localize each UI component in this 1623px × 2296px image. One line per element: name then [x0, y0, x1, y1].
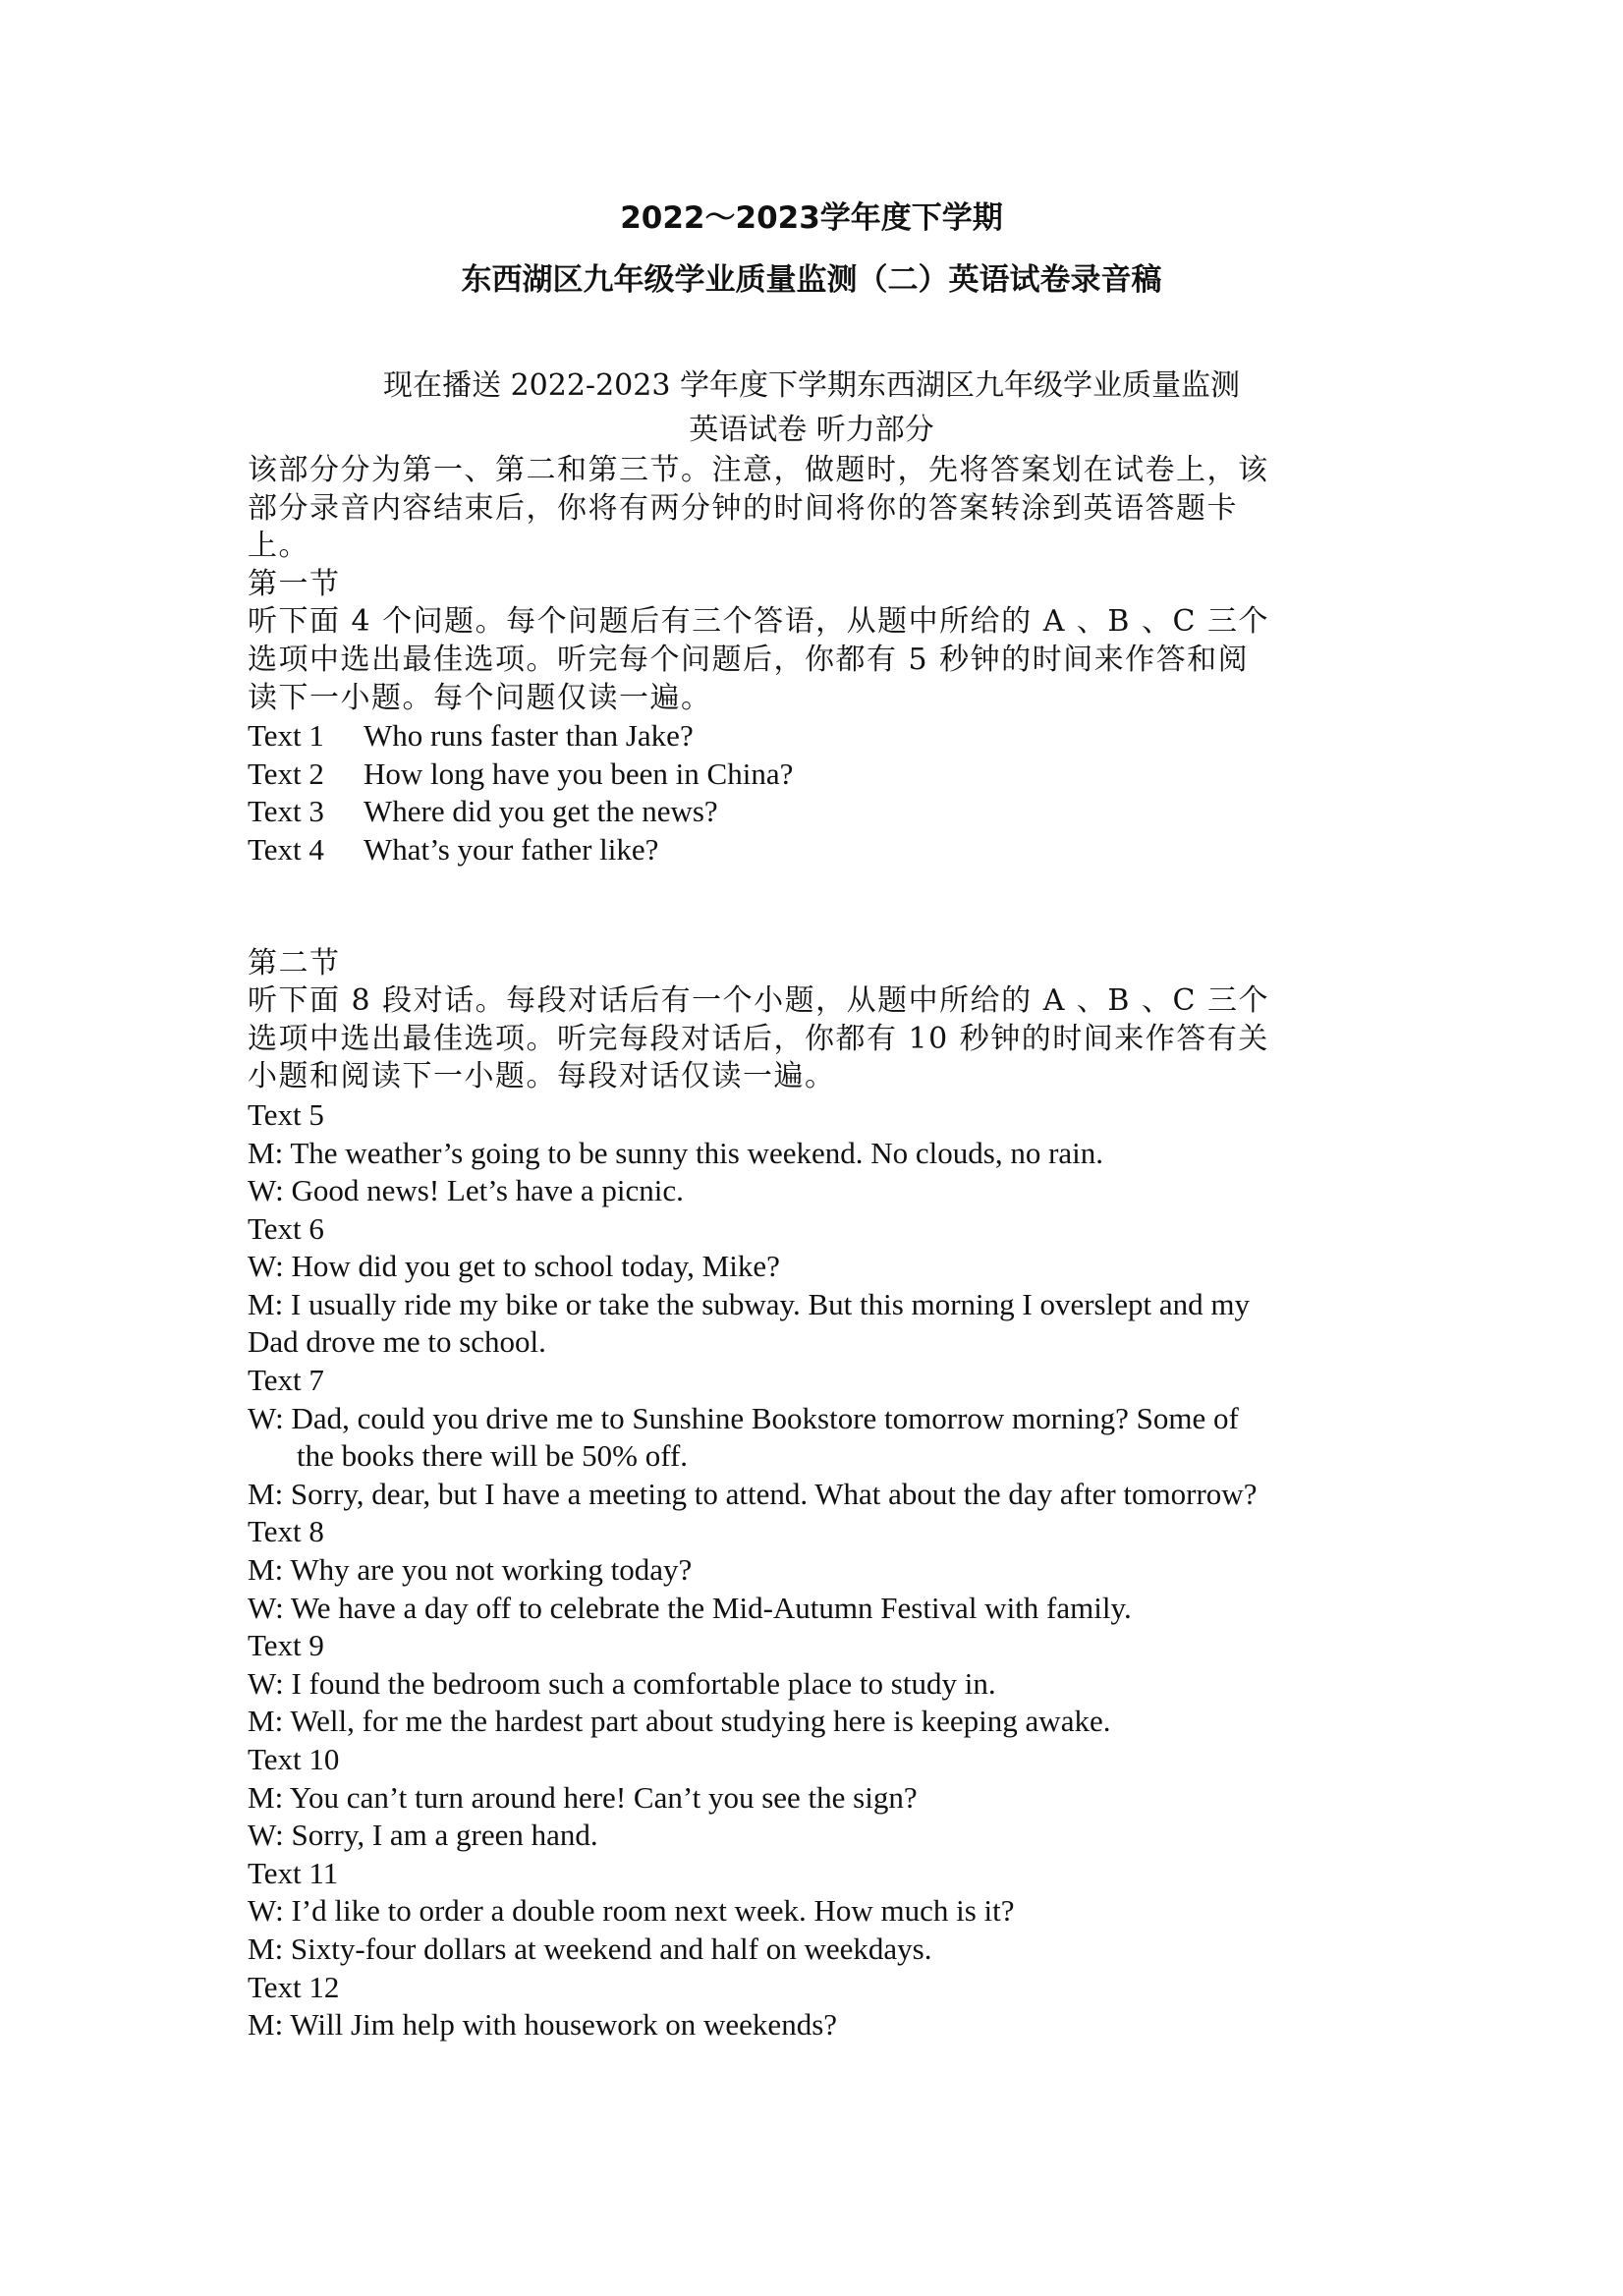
document-title-year: 2022～2023学年度下学期	[620, 200, 1003, 236]
section-heading: 第二节	[248, 945, 341, 980]
question-label: Text 2	[248, 756, 324, 791]
intro-paragraph	[248, 452, 1387, 566]
dialogue-line: the books there will be 50% off.	[297, 1438, 689, 1474]
question-item	[248, 756, 1387, 794]
section-spacer	[248, 869, 1387, 945]
dialogue-line: M: Sixty-four dollars at weekend and half on weekdays.	[248, 1931, 932, 1966]
dialogue-label: Text 10	[248, 1742, 340, 1776]
dialogue-label: Text 6	[248, 1210, 324, 1246]
dialogue-line: M: I usually ride my bike or take the subway. But this morning I overslept and my	[248, 1286, 1250, 1321]
dialogue-line: M: You can’t turn around here! Can’t you see the sign?	[248, 1779, 918, 1815]
question-text: How long have you been in China?	[364, 756, 794, 791]
question-item	[248, 717, 1387, 756]
question-text: Who runs faster than Jake?	[364, 718, 694, 754]
dialogue-line: M: Why are you not working today?	[248, 1552, 693, 1588]
dialogue-label: Text 9	[248, 1628, 324, 1663]
section-instruction-line: 小题和阅读下一小题。每段对话仅读一遍。	[248, 1059, 836, 1094]
intro-line: 部分录音内容结束后，你将有两分钟的时间将你的答案转涂到英语答题卡	[248, 490, 1238, 526]
section-heading: 第一节	[248, 566, 341, 601]
dialogue-line: M: Well, for me the hardest part about studying here is keeping awake.	[248, 1704, 1111, 1739]
intro-line: 上。	[248, 529, 309, 564]
section-2	[248, 945, 1387, 2044]
dialogue-line: M: The weather’s going to be sunny this weekend. No clouds, no rain.	[248, 1135, 1104, 1170]
dialogue-line: M: Sorry, dear, but I have a meeting to attend. What about the day after tomorrow?	[248, 1476, 1258, 1511]
dialogue-line: M: Will Jim help with housework on weekends?	[248, 2007, 838, 2043]
intro-line: 该部分分为第一、第二和第三节。注意，做题时，先将答案划在试卷上，该	[248, 453, 1269, 487]
section-instruction-line: 听下面 4 个问题。每个问题后有三个答语，从题中所给的 A 、B 、C 三个	[248, 604, 1269, 640]
section-instruction-line: 读下一小题。每个问题仅读一遍。	[248, 680, 712, 715]
dialogue-label: Text 5	[248, 1096, 324, 1132]
broadcast-announcement: 现在播送 2022-2023 学年度下学期东西湖区九年级学业质量监测	[383, 368, 1240, 403]
dialogue-label: Text 12	[248, 1969, 340, 2004]
dialogue-line: W: Good news! Let’s have a picnic.	[248, 1173, 684, 1208]
dialogue-line: Dad drove me to school.	[248, 1324, 546, 1360]
document-title: 东西湖区九年级学业质量监测（二）英语试卷录音稿	[461, 262, 1162, 298]
section-1	[248, 566, 1387, 869]
dialogue-line: W: Sorry, I am a green hand.	[248, 1818, 598, 1853]
question-label: Text 1	[248, 718, 324, 754]
dialogue-label: Text 8	[248, 1514, 324, 1549]
dialogue-line: W: We have a day off to celebrate the Mid-Autumn Festival with family.	[248, 1590, 1132, 1625]
question-item	[248, 831, 1387, 869]
section-instruction-line: 选项中选出最佳选项。听完每个问题后，你都有 5 秒钟的时间来作答和阅	[248, 642, 1250, 677]
dialogue-label: Text 11	[248, 1855, 339, 1890]
dialogue-line: W: Dad, could you drive me to Sunshine Bookstore tomorrow morning? Some of	[248, 1400, 1239, 1435]
dialogue-line: W: I found the bedroom such a comfortable place to study in.	[248, 1665, 996, 1701]
dialogue-line: W: I’d like to order a double room next week. How much is it?	[248, 1893, 1015, 1929]
document-body	[248, 452, 1387, 2044]
question-label: Text 3	[248, 794, 324, 829]
section-instruction-line: 选项中选出最佳选项。听完每段对话后，你都有 10 秒钟的时间来作答有关	[248, 1021, 1269, 1056]
section-instruction-line: 听下面 8 段对话。每段对话后有一个小题，从题中所给的 A 、B 、C 三个	[248, 983, 1269, 1019]
question-text: Where did you get the news?	[364, 794, 718, 829]
dialogue-label: Text 7	[248, 1363, 324, 1398]
broadcast-announcement-subtitle: 英语试卷 听力部分	[689, 413, 934, 447]
dialogue-line: W: How did you get to school today, Mike?	[248, 1249, 780, 1284]
question-item	[248, 793, 1387, 831]
dialogue-transcript	[248, 1096, 1387, 2044]
question-text: What’s your father like?	[364, 831, 659, 867]
question-label: Text 4	[248, 831, 324, 867]
